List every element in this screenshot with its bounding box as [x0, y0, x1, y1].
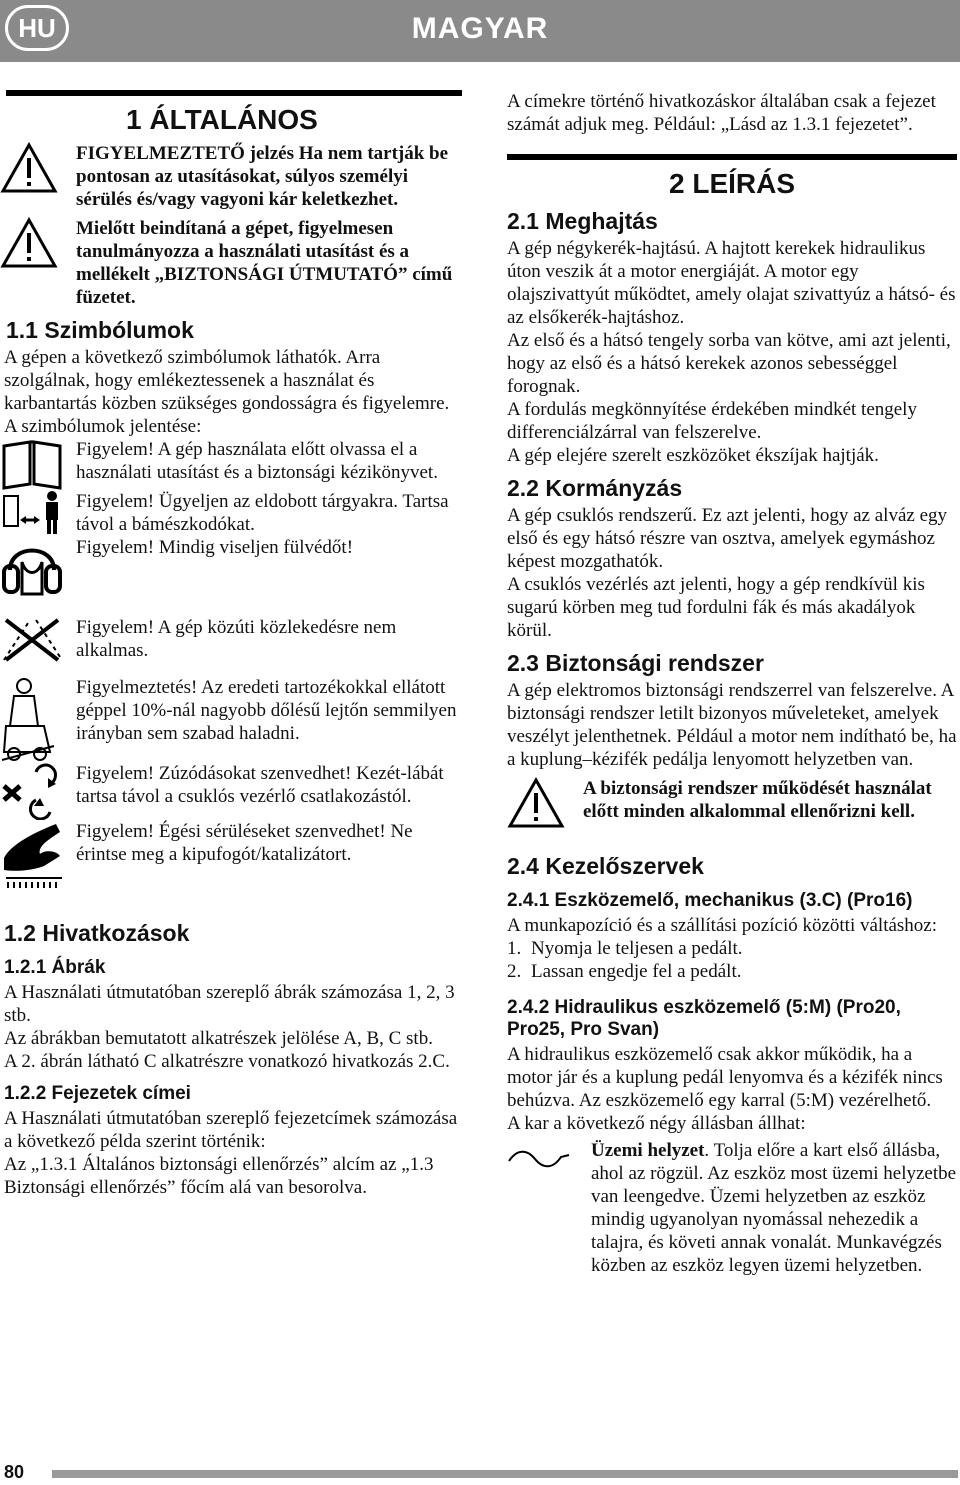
symbol-text: Figyelem! A gép használata előtt olvassa el a használati utasítást és a biztonsági kézikönyvet. [76, 439, 438, 483]
warning-block-3 [507, 777, 957, 845]
paragraph: A fordulás megkönnyítése érdekében mindkét tengely differenciálzárral van felszerelve. [507, 399, 917, 443]
symbol-text: Figyelem! A gép közúti közlekedésre nem alkalmas. [76, 617, 397, 661]
intro-paragraph: A címekre történő hivatkozáskor általában csak a fejezet számát adjuk meg. Például: „Lásd az 1.3.1 fejezetet”. [507, 91, 936, 135]
chapter-title-2: 2 LEÍRÁS [668, 168, 796, 199]
chapter-rule [507, 154, 957, 160]
paragraph: A szimbólumok jelentése: [4, 416, 202, 437]
page-language-title: MAGYAR [411, 12, 549, 45]
paragraph: A csuklós vezérlés azt jelenti, hogy a gép rendkívül kis sugarú körben meg tud fordulni fák és más akadályok körül. [507, 574, 925, 641]
warning-block-1 [0, 142, 462, 211]
paragraph: A gépen a következő szimbólumok láthatók. Arra szolgálnak, hogy emlékeztessenek a használat és karbantartás közben szükséges gondosságra és figyelemre. [4, 347, 450, 414]
symbol-text: Figyelem! Mindig viseljen fülvédőt! [76, 537, 354, 558]
paragraph: A hidraulikus eszközemelő csak akkor működik, ha a motor jár és a kuplung pedál lenyomva és a kézifék nincs behúzva. Az eszközemelő egy karral (5:M) vezérelhető. [507, 1044, 943, 1111]
float-wave-icon [507, 1139, 591, 1171]
warning-text-1: FIGYELMEZTETŐ jelzés Ha nem tartják be pontosan az utasításokat, súlyos személyi sérülés és/vagy vagyoni kár keletkezhet. [76, 143, 449, 210]
float-position-text: Üzemi helyzet. Tolja előre a kart első állásba, ahol az rögzül. Az eszköz most üzemi helyzetbe van leengedve. Üzemi helyzetben az eszköz mindig ugyanolyan nyomással nehezedik a talajra, és követi annak vonalát. Munkavégzés közben az eszköz legyen üzemi helyzetben. [591, 1140, 957, 1276]
warning-triangle-icon [0, 142, 76, 210]
paragraph: Az első és a hátsó tengely sorba van kötve, ami azt jelenti, hogy az első és a hátsó kerekek azonos sebességgel forognak. [507, 330, 951, 397]
crush-hazard-icon [0, 762, 76, 820]
section-title-2-3: 2.3 Biztonsági rendszer [507, 650, 764, 676]
symbol-row [0, 438, 462, 490]
symbol-text: Figyelmeztetés! Az eredeti tartozékokkal ellátott géppel 10%-nál nagyobb dőlésű lejtőn semmilyen irányban sem szabad haladni. [76, 677, 457, 744]
page-number: 80 [4, 1462, 25, 1482]
warning-text-2: Mielőtt beindítaná a gépet, figyelmesen tanulmányozza a használati utasítást és a mellékelt „BIZTONSÁGI ÚTMUTATÓ” című füzetet. [76, 218, 453, 308]
steps-list [507, 937, 957, 983]
section-title-2-2: 2.2 Kormányzás [507, 475, 683, 501]
paragraph: A gép elejére szerelt eszközöket ékszíjak hajtják. [507, 445, 879, 466]
warning-triangle-icon [0, 217, 76, 285]
right-column [507, 90, 957, 1277]
subsection-title-2-4-2: 2.4.2 Hidraulikus eszközemelő (5:M) (Pro20, Pro25, Pro Svan) [507, 997, 901, 1040]
manual-book-icon [0, 438, 76, 490]
symbol-text: Figyelem! Ügyeljen az eldobott tárgyakra. Tartsa távol a bámészkodókat. [76, 491, 449, 535]
section-title-2-4: 2.4 Kezelőszervek [507, 853, 704, 879]
section-title-1-1: 1.1 Szimbólumok [6, 317, 194, 343]
symbol-row [0, 490, 462, 536]
no-road-traffic-icon [0, 616, 76, 664]
symbol-row [0, 536, 462, 600]
slope-icon [0, 676, 76, 762]
list-item: 2. Lassan engedje fel a pedált. [507, 961, 742, 982]
paragraph: A kar a következő négy állásban állhat: [507, 1113, 806, 1134]
float-position-label: Üzemi helyzet [591, 1140, 705, 1161]
symbol-text: Figyelem! Égési sérüléseket szenvedhet! Ne érintse meg a kipufogót/katalizátort. [76, 821, 413, 865]
subsection-title-1-2-1: 1.2.1 Ábrák [4, 957, 106, 978]
subsection-title-2-4-1: 2.4.1 Eszközemelő, mechanikus (3.C) (Pro16) [507, 890, 913, 911]
paragraph: A gép elektromos biztonsági rendszerrel van felszerelve. A biztonsági rendszer letilt bizonyos műveleteket, amelyek veszélyt jelenthetnek. Például a motor nem indítható be, ha a kuplung–kézifék pedálja lenyomott helyzetben van. [507, 680, 957, 770]
paragraph: A Használati útmutatóban szereplő fejezetcímek számozása a következő példa szerint történik: [4, 1108, 458, 1152]
warning-text-3: A biztonsági rendszer működését használat előtt minden alkalommal ellenőrizni kell. [583, 778, 932, 822]
paragraph: A gép négykerék-hajtású. A hajtott kerekek hidraulikus úton veszik át a motor energiáját. A motor egy olajszivattyút működtet, amely olajat szivattyúz a hátsó- és az elsőkerék-hajtáshoz. [507, 238, 956, 328]
language-badge: HU [5, 5, 69, 51]
paragraph: A munkapozíció és a szállítási pozíció közötti váltáshoz: [507, 915, 938, 936]
warning-block-2 [0, 217, 462, 309]
symbol-text: Figyelem! Zúzódásokat szenvedhet! Kezét-lábát tartsa távol a csuklós vezérlő csatlakozástól. [76, 763, 444, 807]
page-header [0, 0, 960, 62]
symbol-row [0, 762, 462, 820]
subsection-title-1-2-2: 1.2.2 Fejezetek címei [4, 1083, 191, 1104]
paragraph: Az „1.3.1 Általános biztonsági ellenőrzés” alcím az „1.3 Biztonsági ellenőrzés” főcím alá van besorolva. [4, 1154, 434, 1198]
section-title-1-2: 1.2 Hivatkozások [4, 920, 190, 946]
warning-triangle-icon [507, 777, 583, 845]
ear-protection-icon [0, 536, 76, 600]
hot-surface-icon [0, 820, 76, 890]
footer-bar [52, 1470, 958, 1478]
chapter-rule [6, 90, 462, 96]
symbol-row [0, 820, 462, 890]
paragraph: A Használati útmutatóban szereplő ábrák számozása 1, 2, 3 stb. [4, 982, 455, 1026]
left-column [0, 90, 462, 1199]
paragraph: A 2. ábrán látható C alkatrészre vonatkozó hivatkozás 2.C. [4, 1051, 450, 1072]
thrown-objects-icon [0, 490, 76, 536]
float-position-row [507, 1139, 957, 1277]
symbol-row [0, 676, 462, 762]
paragraph: Az ábrákban bemutatott alkatrészek jelölése A, B, C stb. [4, 1028, 433, 1049]
chapter-title-1: 1 ÁLTALÁNOS [126, 104, 318, 135]
paragraph: A gép csuklós rendszerű. Ez azt jelenti, hogy az alváz egy első és egy hátsó részre van osztva, amelyek egymáshoz képest mozgathatók. [507, 505, 947, 572]
symbol-row [0, 616, 462, 664]
list-item: 1. Nyomja le teljesen a pedált. [507, 938, 743, 959]
section-title-2-1: 2.1 Meghajtás [507, 208, 658, 234]
